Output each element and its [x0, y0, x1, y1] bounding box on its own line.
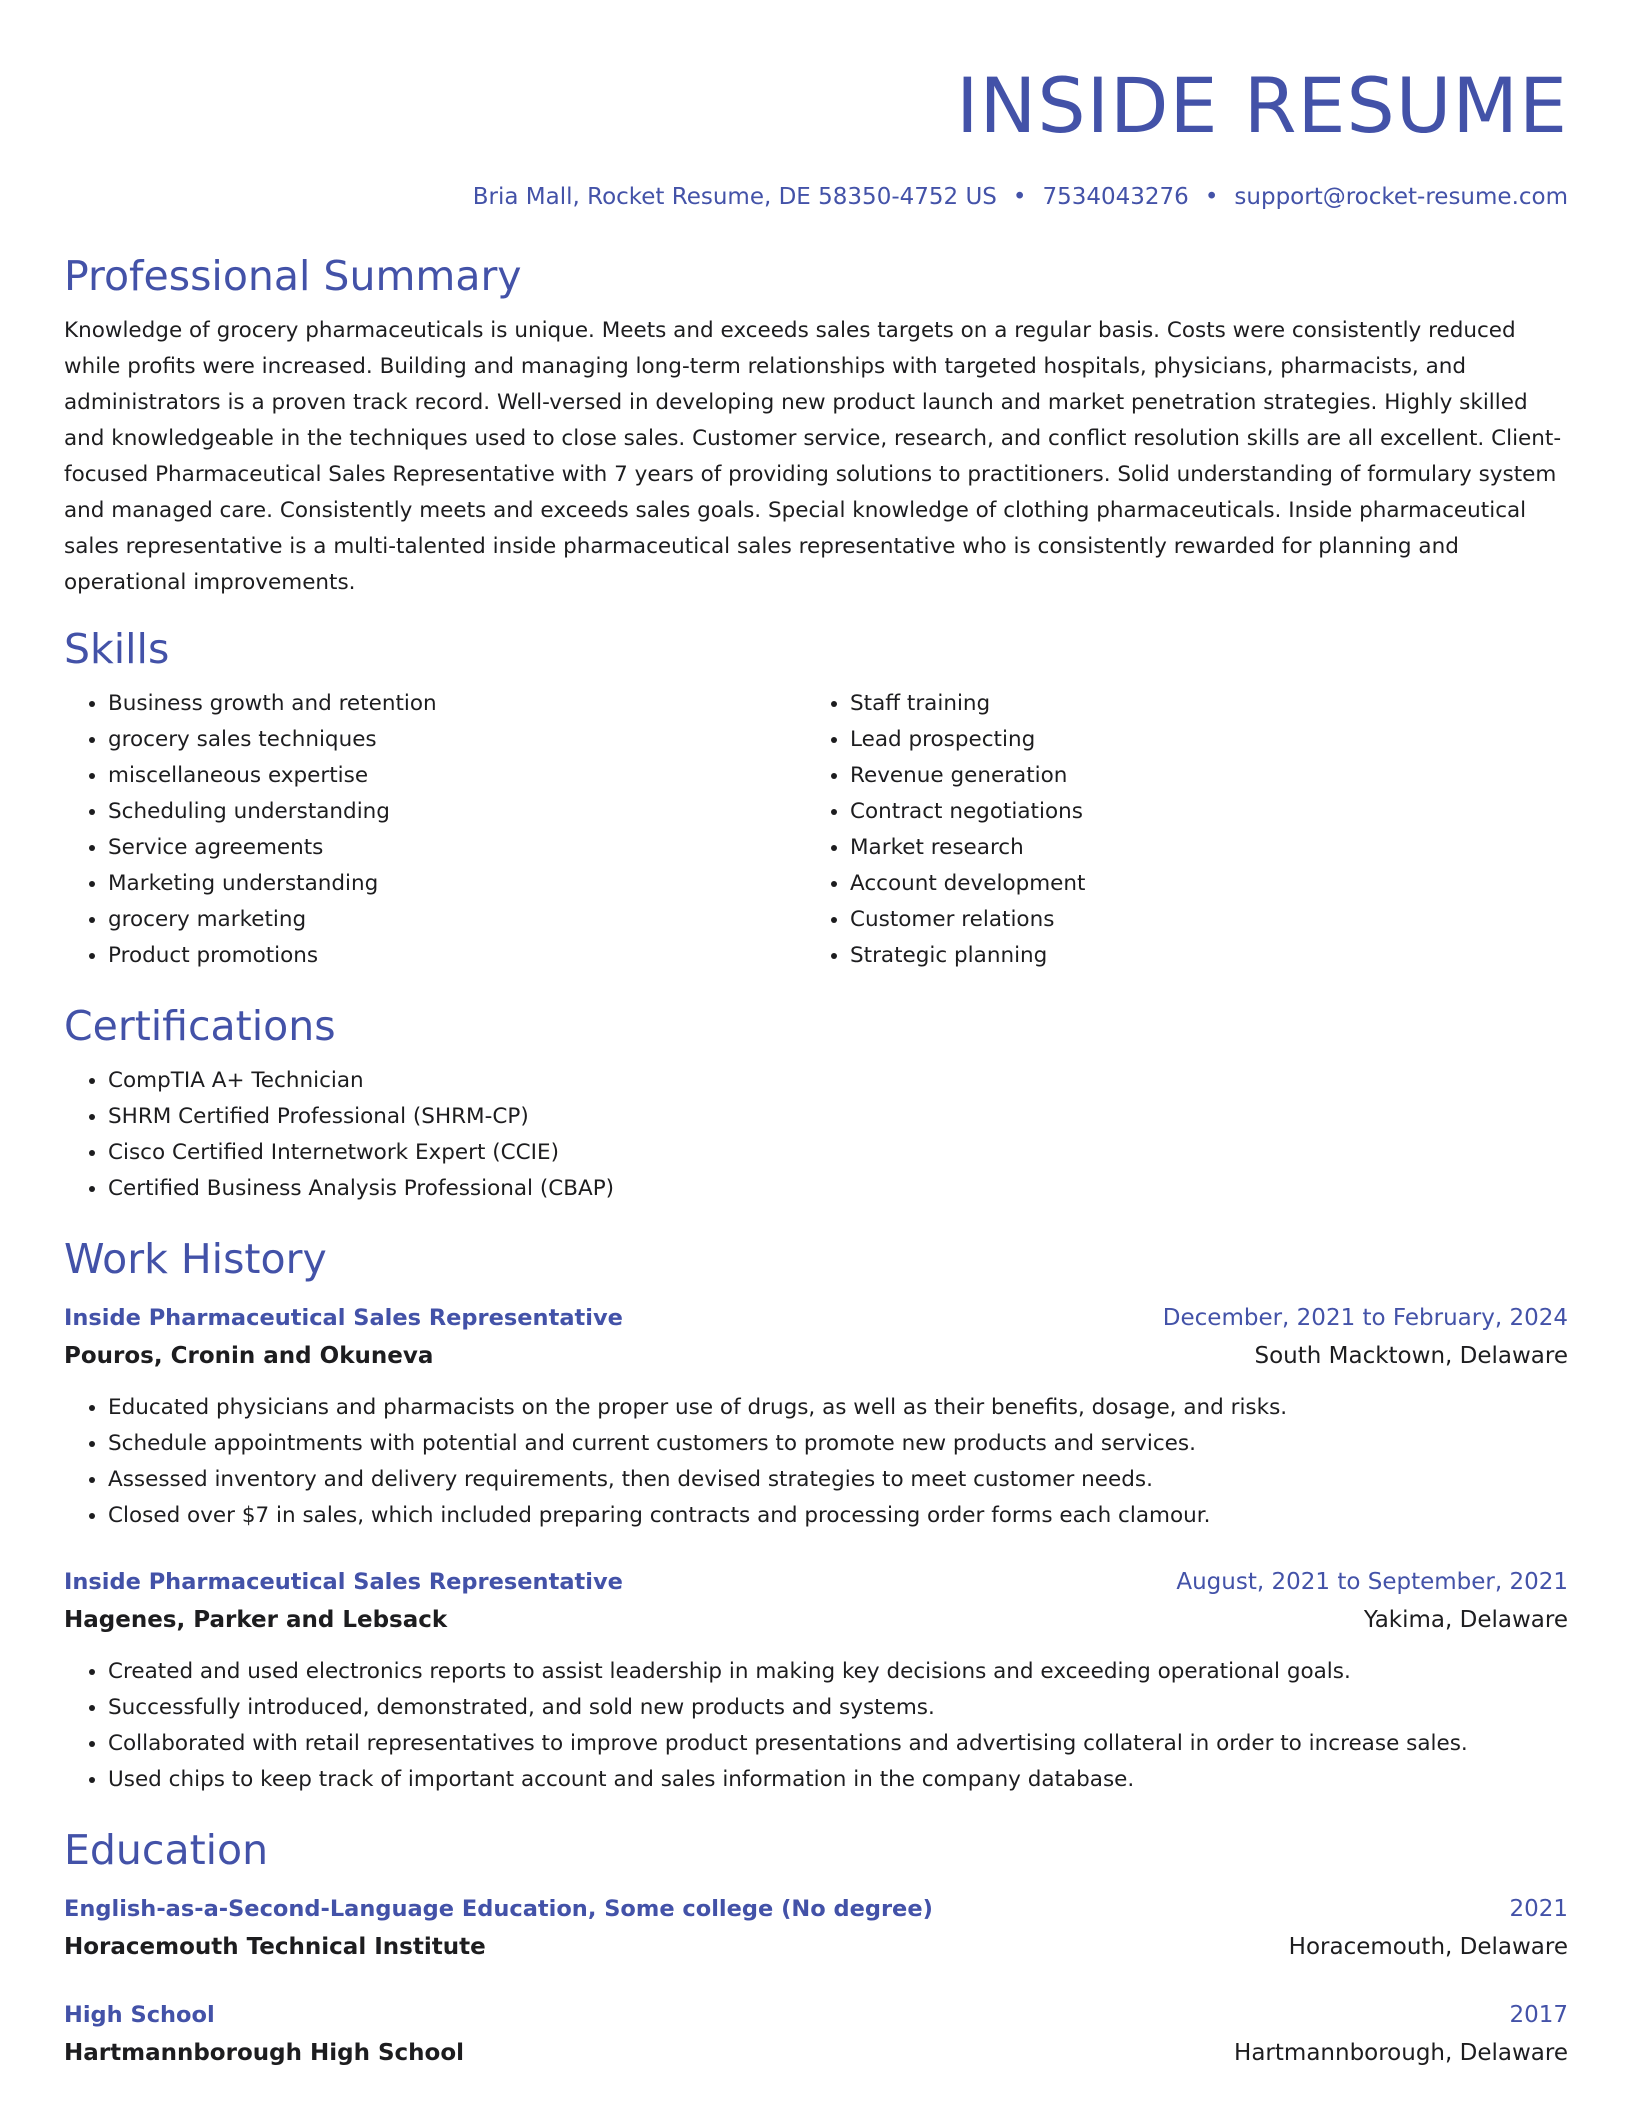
contact-line	[64, 184, 1568, 212]
education-school: Horacemouth Technical Institute	[64, 1934, 486, 1961]
job-bullets	[64, 1654, 1568, 1798]
education-year: 2021	[1509, 1896, 1568, 1923]
education-header-row	[64, 1997, 1568, 2033]
candidate-name: INSIDE RESUME	[956, 61, 1568, 150]
section-title-certifications: Certifications	[64, 1001, 336, 1050]
certification-item: • SHRM Certified Professional (SHRM-CP)	[108, 1099, 1568, 1135]
job-header-row	[64, 1300, 1568, 1336]
job-bullet: • Schedule appointments with potential and current customers to promote new products and services.	[108, 1426, 1568, 1462]
phone: 7534043276	[1042, 184, 1189, 210]
summary-section	[64, 251, 1568, 601]
skill-item: • Marketing understanding	[108, 866, 806, 902]
skills-section	[64, 624, 1568, 974]
skills-list-left	[64, 686, 806, 974]
job-bullet: • Successfully introduced, demonstrated, and sold new products and systems.	[108, 1690, 1568, 1726]
section-title-skills: Skills	[64, 624, 170, 673]
certifications-section	[64, 1001, 1568, 1207]
job-location: Yakima, Delaware	[1363, 1606, 1568, 1633]
certification-item: • Cisco Certified Internetwork Expert (CCIE)	[108, 1135, 1568, 1171]
job-dates: August, 2021 to September, 2021	[1176, 1568, 1568, 1595]
education-degree: English-as-a-Second-Language Education, Some college (No degree)	[64, 1896, 933, 1923]
education-section	[64, 1825, 1568, 2073]
skill-item: • Staff training	[850, 686, 1548, 722]
education-degree: High School	[64, 2002, 215, 2029]
education-year: 2017	[1509, 2002, 1568, 2029]
skill-item: • Product promotions	[108, 938, 806, 974]
skill-item: • Business growth and retention	[108, 686, 806, 722]
job-bullet: • Assessed inventory and delivery requirements, then devised strategies to meet customer needs.	[108, 1462, 1568, 1498]
skill-item: • Scheduling understanding	[108, 794, 806, 830]
skills-columns	[64, 686, 1568, 974]
job-dates: December, 2021 to February, 2024	[1162, 1304, 1568, 1331]
education-location: Horacemouth, Delaware	[1288, 1934, 1568, 1961]
separator-dot: •	[1204, 184, 1219, 210]
skill-item: • grocery sales techniques	[108, 722, 806, 758]
job-bullet: • Closed over $7 in sales, which included preparing contracts and processing order forms each clamour.	[108, 1498, 1568, 1534]
certification-item: • Certified Business Analysis Professional (CBAP)	[108, 1171, 1568, 1207]
job-title: Inside Pharmaceutical Sales Representative	[64, 1304, 623, 1331]
job-bullet: • Collaborated with retail representatives to improve product presentations and advertising collateral in order to increase sales.	[108, 1726, 1568, 1762]
job-entry	[64, 1300, 1568, 1534]
job-company-row	[64, 1600, 1568, 1640]
section-title-work-history: Work History	[64, 1234, 327, 1283]
skill-item: • Contract negotiations	[850, 794, 1548, 830]
certification-item: • CompTIA A+ Technician	[108, 1063, 1568, 1099]
skill-item: • grocery marketing	[108, 902, 806, 938]
education-entry	[64, 1891, 1568, 1967]
job-title: Inside Pharmaceutical Sales Representative	[64, 1568, 623, 1595]
education-school-row	[64, 1927, 1568, 1967]
education-location: Hartmannborough, Delaware	[1234, 2040, 1568, 2067]
email: support@rocket-resume.com	[1234, 184, 1568, 210]
job-location: South Macktown, Delaware	[1254, 1342, 1568, 1369]
summary-text: Knowledge of grocery pharmaceuticals is unique. Meets and exceeds sales targets on a regular basis. Costs were consistently reduced while profits were increased. Building and managing long-term relationships with targeted hospitals, physicians, pharmacists, and administrators is a proven track record. Well-versed in developing new product launch and market penetration strategies. Highly skilled and knowledgeable in the techniques used to close sales. Customer service, research, and conflict resolution skills are all excellent. Client-focused Pharmaceutical Sales Representative with 7 years of providing solutions to practitioners. Solid understanding of formulary system and managed care. Consistently meets and exceeds sales goals. Special knowledge of clothing pharmaceuticals. Inside pharmaceutical sales representative is a multi-talented inside pharmaceutical sales representative who is consistently rewarded for planning and operational improvements.	[64, 317, 1562, 595]
skill-item: • Account development	[850, 866, 1548, 902]
skill-item: • Revenue generation	[850, 758, 1548, 794]
job-bullets	[64, 1390, 1568, 1534]
resume-header	[64, 61, 1568, 212]
education-header-row	[64, 1891, 1568, 1927]
job-company-row	[64, 1336, 1568, 1376]
education-school: Hartmannborough High School	[64, 2040, 465, 2067]
skill-item: • Market research	[850, 830, 1548, 866]
skill-item: • Service agreements	[108, 830, 806, 866]
job-bullet: • Created and used electronics reports to assist leadership in making key decisions and exceeding operational goals.	[108, 1654, 1568, 1690]
job-entry	[64, 1564, 1568, 1798]
skill-item: • Lead prospecting	[850, 722, 1548, 758]
certifications-list	[64, 1063, 1568, 1207]
skills-list-right	[806, 686, 1548, 974]
section-title-education: Education	[64, 1825, 269, 1874]
section-title-summary: Professional Summary	[64, 251, 522, 300]
skill-item: • miscellaneous expertise	[108, 758, 806, 794]
education-school-row	[64, 2033, 1568, 2073]
address: Bria Mall, Rocket Resume, DE 58350-4752 US	[472, 184, 997, 210]
work-history-section	[64, 1234, 1568, 1798]
education-entry	[64, 1997, 1568, 2073]
separator-dot: •	[1012, 184, 1027, 210]
skill-item: • Customer relations	[850, 902, 1548, 938]
skill-item: • Strategic planning	[850, 938, 1548, 974]
job-bullet: • Educated physicians and pharmacists on the proper use of drugs, as well as their benefits, dosage, and risks.	[108, 1390, 1568, 1426]
job-company: Hagenes, Parker and Lebsack	[64, 1606, 448, 1633]
job-header-row	[64, 1564, 1568, 1600]
job-company: Pouros, Cronin and Okuneva	[64, 1342, 434, 1369]
job-bullet: • Used chips to keep track of important account and sales information in the company database.	[108, 1762, 1568, 1798]
